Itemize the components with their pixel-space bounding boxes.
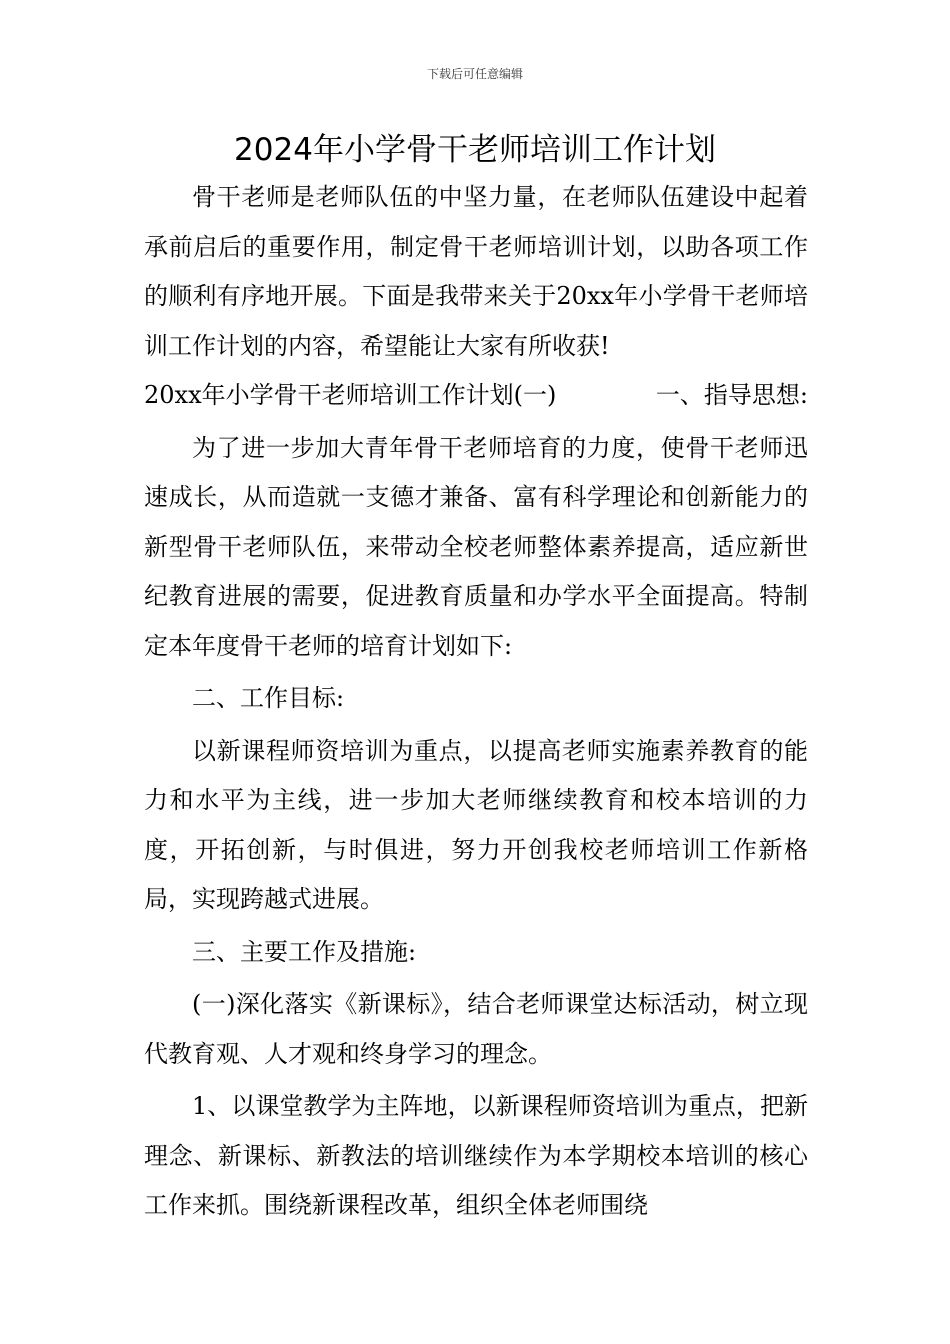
- plan-heading-line: [144, 371, 808, 421]
- document-body: [144, 173, 808, 1231]
- header-note: 下载后可任意编辑: [426, 67, 523, 81]
- section2-body: 以新课程师资培训为重点，以提高老师实施素养教育的能力和水平为主线，进一步加大老师继续教育和校本培训的力度，开拓创新，与时俱进，努力开创我校老师培训工作新格局，实现跨越式进展。: [144, 736, 808, 913]
- section1-body: 为了进一步加大青年骨干老师培育的力度，使骨干老师迅速成长，从而造就一支德才兼备、富有科学理论和创新能力的新型骨干老师队伍，来带动全校老师整体素养提高，适应新世纪教育进展的需要，促进教育质量和办学水平全面提高。特制定本年度骨干老师的培育计划如下:: [144, 433, 808, 660]
- plan-heading: 20xx年小学骨干老师培训工作计划(一): [144, 381, 557, 409]
- intro-paragraph: 骨干老师是老师队伍的中坚力量，在老师队伍建设中起着承前启后的重要作用，制定骨干老师培训计划，以助各项工作的顺利有序地开展。下面是我带来关于20xx年小学骨干老师培训工作计划的内容，希望能让大家有所收获!: [144, 183, 808, 360]
- document-title: 2024年小学骨干老师培训工作计划: [234, 132, 716, 168]
- section1-heading: 一、指导思想:: [655, 381, 808, 409]
- section3-sub1: (一)深化落实《新课标》，结合老师课堂达标活动，树立现代教育观、人才观和终身学习的理念。: [144, 990, 808, 1068]
- section2-heading: 二、工作目标:: [192, 684, 345, 712]
- section3-heading: 三、主要工作及措施:: [192, 937, 417, 966]
- section3-item1: 1、以课堂教学为主阵地，以新课程师资培训为重点，把新理念、新课标、新教法的培训继续作为本学期校本培训的核心工作来抓。围绕新课程改革，组织全体老师围绕: [144, 1092, 808, 1219]
